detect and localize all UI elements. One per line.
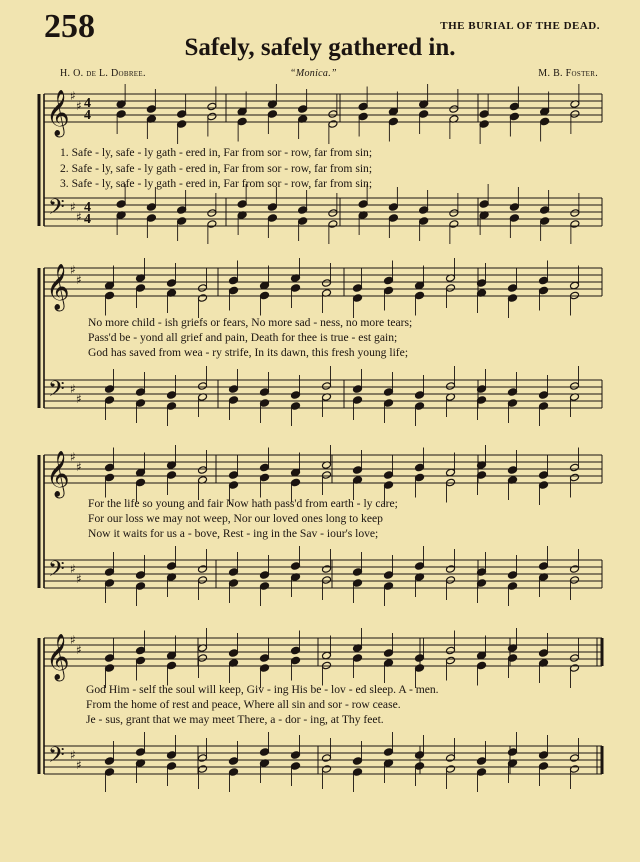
note-head [540,206,550,215]
note-head [479,200,489,209]
note-head [508,294,518,303]
note-head [260,664,270,673]
author-credit: H. O. de L. Dobree. [60,68,146,79]
note-head [237,107,247,116]
sharp-icon: ♯ [76,210,82,224]
note-head [415,562,425,571]
note-head [267,214,277,223]
note-head [136,399,146,408]
note-head [353,294,363,303]
note-head [322,382,332,391]
sharp-icon: ♯ [70,748,76,762]
lyric-line: 1. Safe - ly, safe - ly gath - ered in, Far from sor - row, far from sin; [60,146,373,159]
note-head [570,463,580,472]
sharp-icon: ♯ [76,643,82,657]
note-head [508,388,518,397]
note-head [105,579,115,588]
note-head [146,214,156,223]
note-head [291,751,301,760]
note-head [237,200,247,209]
note-head [229,579,239,588]
treble-clef-icon: 𝄞 [46,264,70,310]
bass-clef-icon: 𝄢 [48,377,65,407]
note-head [384,748,394,757]
note-head [388,203,398,212]
note-head [146,105,156,114]
note-head [384,471,394,480]
sharp-icon: ♯ [76,758,82,772]
note-head [105,291,115,300]
note-head [105,654,115,663]
note-head [136,478,146,487]
note-head [388,107,398,116]
note-head [358,200,368,209]
note-head [539,391,549,400]
note-head [415,391,425,400]
lyric-line: For our loss we may not weep, Nor our loved ones long to keep [88,512,383,525]
note-head [539,276,549,285]
note-head [291,391,301,400]
note-head [105,396,115,405]
note-head [136,646,146,655]
note-head [328,110,338,119]
note-head [229,396,239,405]
note-head [353,654,363,663]
note-head [570,209,580,218]
note-head [322,576,332,585]
note-head [167,562,177,571]
note-head [105,473,115,482]
note-head [322,754,332,763]
bass-clef-icon: 𝄢 [48,743,65,773]
note-head [136,388,146,397]
note-head [446,656,456,665]
note-head [508,654,518,663]
note-head [298,217,308,226]
note-head [167,651,177,660]
note-head [198,284,208,293]
note-head [570,664,580,673]
note-head [353,579,363,588]
note-head [446,478,456,487]
note-head [177,217,187,226]
note-head [479,120,489,129]
note-head [105,768,115,777]
note-head [415,402,425,411]
note-head [177,110,187,119]
lyric-line: For the life so young and fair Now hath pass'd from earth - ly care; [88,497,398,510]
lyric-line: No more child - ish griefs or fears, No more sad - ness, no more tears; [88,316,413,329]
lyric-line: 3. Safe - ly, safe - ly gath - ered in, Far from sor - row, far from sin; [60,177,373,190]
note-head [419,217,429,226]
note-head [237,117,247,126]
note-head [328,120,338,129]
note-head [570,382,580,391]
note-head [539,286,549,295]
note-head [116,200,126,209]
sharp-icon: ♯ [76,572,82,586]
note-head [446,565,456,574]
note-head [105,281,115,290]
note-head [353,568,363,577]
sharp-icon: ♯ [70,382,76,396]
note-head [477,768,487,777]
composer-credit: M. B. Foster. [538,68,598,79]
time-signature: 4 [84,96,91,111]
note-head [260,388,270,397]
note-head [322,471,332,480]
lyric-line: God has saved from wea - ry strife, In its dawn, this fresh young life; [88,346,409,359]
note-head [508,571,518,580]
time-signature: 4 [84,108,91,123]
note-head [539,471,549,480]
note-head [291,284,301,293]
note-head [198,576,208,585]
note-head [322,661,332,670]
note-head [509,214,519,223]
note-head [322,765,332,774]
note-head [508,582,518,591]
note-head [446,284,456,293]
note-head [229,649,239,658]
note-head [415,762,425,771]
note-head [167,402,177,411]
note-head [229,757,239,766]
sharp-icon: ♯ [76,273,82,287]
note-head [449,105,459,114]
sharp-icon: ♯ [70,263,76,277]
sharp-icon: ♯ [70,450,76,464]
note-head [384,481,394,490]
note-head [570,565,580,574]
note-head [570,576,580,585]
note-head [446,468,456,477]
note-head [508,466,518,475]
lyric-line: Pass'd be - yond all grief and pain, Death for thee is true - est gain; [88,331,398,344]
note-head [229,385,239,394]
note-head [198,565,208,574]
note-head [229,471,239,480]
note-head [260,473,270,482]
note-head [298,105,308,114]
sharp-icon: ♯ [70,89,76,103]
note-head [136,468,146,477]
note-head [446,765,456,774]
note-head [167,751,177,760]
note-head [384,399,394,408]
note-head [446,382,456,391]
note-head [415,751,425,760]
note-head [328,209,338,218]
note-head [539,751,549,760]
note-head [291,562,301,571]
note-head [419,206,429,215]
note-head [291,402,301,411]
bass-clef-icon: 𝄢 [48,557,65,587]
note-head [267,203,277,212]
note-head [260,463,270,472]
note-head [167,471,177,480]
note-head [353,466,363,475]
note-head [207,209,217,218]
note-head [207,112,217,121]
note-head [229,276,239,285]
sharp-icon: ♯ [70,200,76,214]
note-head [229,768,239,777]
note-head [388,214,398,223]
note-head [260,582,270,591]
note-head [539,481,549,490]
treble-clef-icon: 𝄞 [46,634,70,680]
lyric-line: From the home of rest and peace, Where all sin and sor - row cease. [86,698,401,711]
lyric-line: God Him - self the soul will keep, Giv - ing His be - lov - ed sleep. A - men. [86,683,439,696]
note-head [291,646,301,655]
note-head [570,291,580,300]
note-head [509,112,519,121]
bass-clef-icon: 𝄢 [48,195,65,225]
note-head [540,107,550,116]
note-head [198,294,208,303]
note-head [539,762,549,771]
note-head [353,284,363,293]
note-head [167,762,177,771]
note-head [105,463,115,472]
note-head [267,110,277,119]
note-head [260,571,270,580]
note-head [477,661,487,670]
note-head [539,402,549,411]
sharp-icon: ♯ [76,460,82,474]
note-head [415,291,425,300]
sharp-icon: ♯ [76,99,82,113]
note-head [540,117,550,126]
note-head [477,757,487,766]
note-head [415,463,425,472]
note-head [353,757,363,766]
note-head [479,110,489,119]
note-head [570,110,580,119]
section-title: THE BURIAL OF THE DEAD. [440,20,600,32]
note-head [116,110,126,119]
note-head [322,565,332,574]
note-head [388,117,398,126]
note-head [384,286,394,295]
note-head [446,646,456,655]
note-head [146,203,156,212]
note-head [136,582,146,591]
note-head [105,664,115,673]
note-head [136,571,146,580]
note-head [353,396,363,405]
time-signature: 4 [84,212,91,227]
note-head [415,281,425,290]
note-head [207,220,217,229]
note-head [291,656,301,665]
note-head [198,382,208,391]
sharp-icon: ♯ [76,392,82,406]
note-head [449,209,459,218]
note-head [136,748,146,757]
note-head [291,478,301,487]
note-head [291,762,301,771]
note-head [229,481,239,490]
note-head [167,279,177,288]
note-head [167,661,177,670]
lyric-line: Now it waits for us a - bove, Rest - ing in the Sav - iour's love; [88,527,379,540]
note-head [198,765,208,774]
note-head [539,649,549,658]
note-head [384,649,394,658]
sharp-icon: ♯ [70,633,76,647]
note-head [229,286,239,295]
note-head [260,281,270,290]
note-head [508,399,518,408]
sharp-icon: ♯ [70,562,76,576]
note-head [260,654,270,663]
treble-clef-icon: 𝄞 [46,90,70,136]
time-signature: 4 [84,200,91,215]
note-head [509,203,519,212]
note-head [415,473,425,482]
note-head [570,281,580,290]
note-head [509,102,519,111]
note-head [177,120,187,129]
note-head [570,473,580,482]
note-head [322,279,332,288]
note-head [384,582,394,591]
note-head [105,568,115,577]
note-head [207,102,217,111]
note-head [105,385,115,394]
note-head [570,220,580,229]
note-head [446,754,456,763]
note-head [477,651,487,660]
lyric-line: Je - sus, grant that we may meet There, a - dor - ing, at Thy feet. [86,713,384,726]
note-head [198,466,208,475]
note-head [446,576,456,585]
note-head [570,754,580,763]
note-head [358,112,368,121]
note-head [384,276,394,285]
note-head [167,391,177,400]
note-head [358,102,368,111]
note-head [508,284,518,293]
note-head [105,757,115,766]
note-head [136,284,146,293]
note-head [322,651,332,660]
hymn-title: Safely, safely gathered in. [184,34,456,61]
note-head [328,220,338,229]
note-head [353,385,363,394]
note-head [229,568,239,577]
note-head [415,664,425,673]
note-head [384,571,394,580]
note-head [570,654,580,663]
note-head [260,291,270,300]
note-head [298,206,308,215]
note-head [415,654,425,663]
hymn-number: 258 [44,8,95,45]
tune-name: “Monica.” [290,68,337,79]
note-head [260,399,270,408]
treble-clef-icon: 𝄞 [46,451,70,497]
note-head [570,765,580,774]
note-head [136,656,146,665]
note-head [198,654,208,663]
note-head [449,220,459,229]
note-head [291,468,301,477]
note-head [540,217,550,226]
note-head [384,388,394,397]
note-head [353,768,363,777]
note-head [198,754,208,763]
lyric-line: 2. Safe - ly, safe - ly gath - ered in, Far from sor - row, far from sin; [60,162,373,175]
note-head [419,110,429,119]
note-head [539,562,549,571]
note-head [260,748,270,757]
note-head [508,748,518,757]
note-head [177,206,187,215]
